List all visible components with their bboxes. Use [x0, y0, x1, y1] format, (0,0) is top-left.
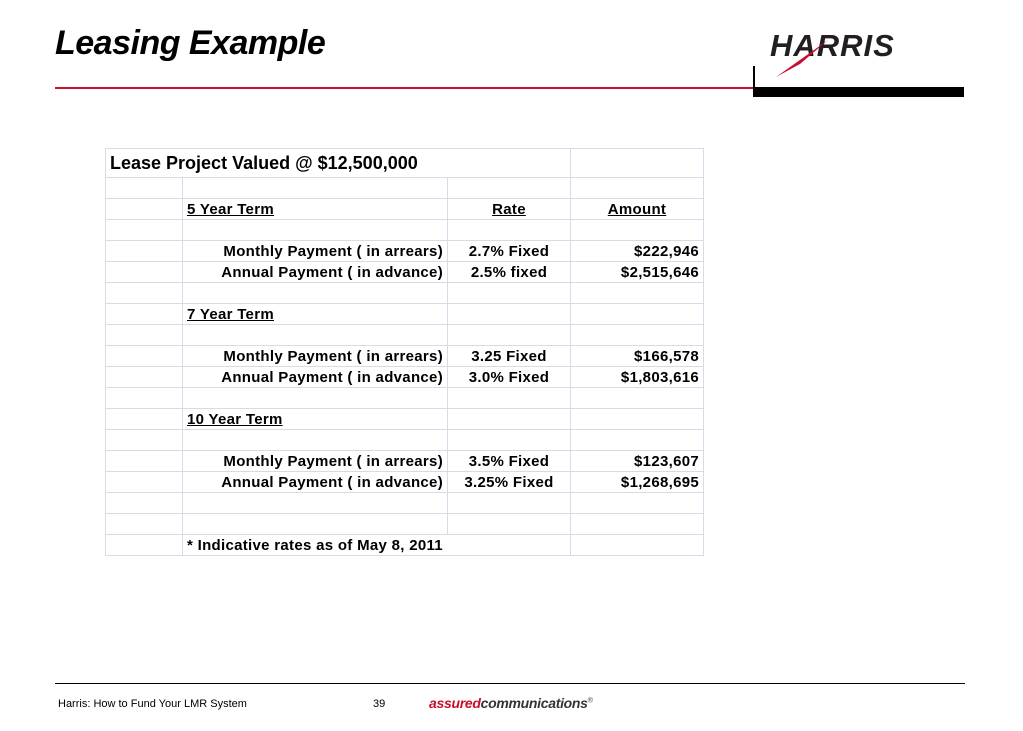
payment-amount: $123,607	[571, 451, 704, 472]
harris-logo-text: HARRIS	[770, 28, 895, 63]
term-label: 7 Year Term	[183, 304, 448, 325]
payment-rate: 2.7% Fixed	[448, 241, 571, 262]
payment-amount: $166,578	[571, 346, 704, 367]
page-number: 39	[373, 698, 386, 710]
brand-part-assured: assured	[429, 695, 481, 711]
term-label: 5 Year Term	[183, 199, 448, 220]
payment-rate: 2.5% fixed	[448, 262, 571, 283]
payment-label: Annual Payment ( in advance)	[183, 472, 448, 493]
payment-amount: $1,268,695	[571, 472, 704, 493]
table-row	[106, 472, 704, 493]
table-row	[106, 409, 704, 430]
payment-rate: 3.5% Fixed	[448, 451, 571, 472]
payment-label: Monthly Payment ( in arrears)	[183, 346, 448, 367]
table-row	[106, 367, 704, 388]
term-label: 10 Year Term	[183, 409, 448, 430]
footer-divider	[55, 683, 965, 684]
logo-swoosh-icon	[770, 28, 948, 80]
payment-label: Monthly Payment ( in arrears)	[183, 451, 448, 472]
payment-rate: 3.25 Fixed	[448, 346, 571, 367]
footer-text: Harris: How to Fund Your LMR System	[58, 698, 247, 710]
harris-logo	[770, 28, 948, 80]
table-row	[106, 535, 704, 556]
payment-amount: $2,515,646	[571, 262, 704, 283]
lease-table	[105, 148, 704, 556]
title-divider-block	[753, 87, 964, 97]
table-row	[106, 451, 704, 472]
table-row	[106, 346, 704, 367]
payment-rate: 3.0% Fixed	[448, 367, 571, 388]
rates-note: * Indicative rates as of May 8, 2011	[183, 535, 571, 556]
payment-rate: 3.25% Fixed	[448, 472, 571, 493]
payment-label: Annual Payment ( in advance)	[183, 367, 448, 388]
slide-title: Leasing Example	[55, 24, 326, 62]
brand-part-communications: communications	[480, 695, 588, 711]
registered-mark: ®	[587, 697, 593, 705]
assured-communications-logo	[429, 695, 593, 711]
table-row	[106, 262, 704, 283]
amount-header: Amount	[571, 199, 704, 220]
rate-header: Rate	[448, 199, 571, 220]
table-row	[106, 304, 704, 325]
table-title: Lease Project Valued @ $12,500,000	[106, 149, 571, 178]
table-row	[106, 241, 704, 262]
payment-label: Monthly Payment ( in arrears)	[183, 241, 448, 262]
payment-label: Annual Payment ( in advance)	[183, 262, 448, 283]
title-divider	[55, 87, 755, 89]
payment-amount: $222,946	[571, 241, 704, 262]
payment-amount: $1,803,616	[571, 367, 704, 388]
table-row	[106, 199, 704, 220]
